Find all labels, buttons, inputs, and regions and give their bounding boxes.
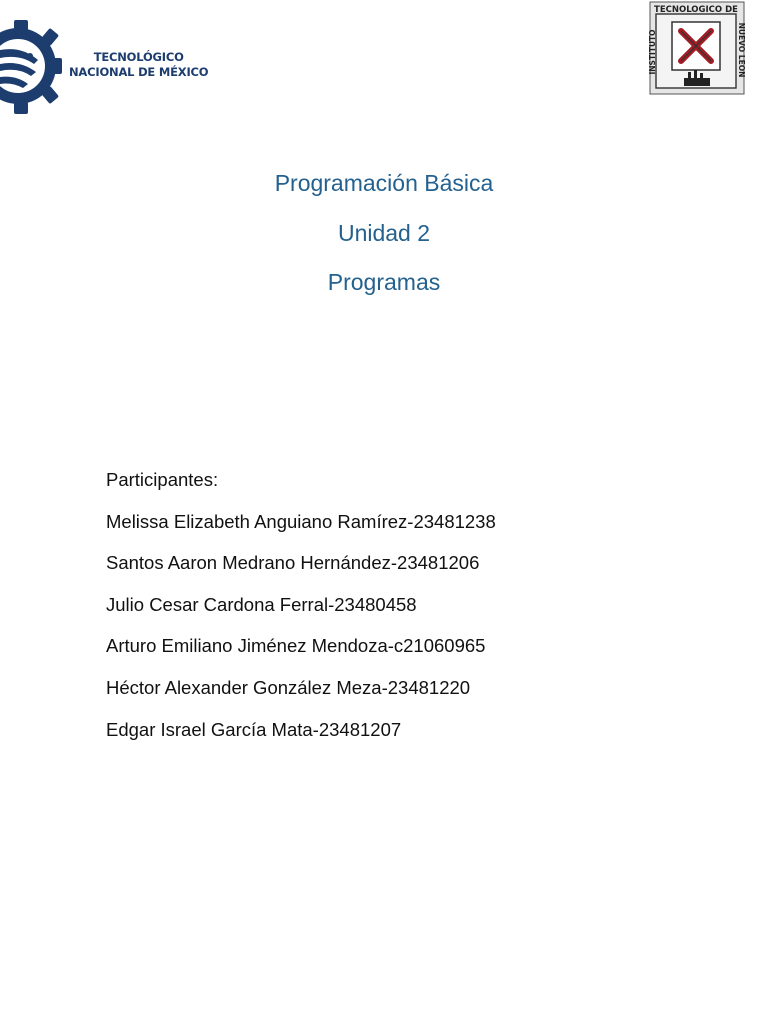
- svg-text:INSTITUTO: INSTITUTO: [648, 29, 657, 75]
- unit-title: Unidad 2: [337, 219, 431, 246]
- participants-label: Participantes:: [106, 469, 219, 490]
- tecnm-logo: [0, 20, 215, 120]
- participant-item: Arturo Emiliano Jiménez Mendoza-c21060965: [106, 635, 486, 657]
- tecnm-emblem-icon: [0, 20, 64, 115]
- course-title: Programación Básica: [274, 170, 494, 196]
- participant-item: Edgar Israel García Mata-23481207: [106, 718, 402, 740]
- participant-item: Héctor Alexander González Meza-23481220: [106, 676, 471, 698]
- participants-section: [106, 466, 496, 757]
- tecnm-wordmark-line1: TECNOLÓGICO: [93, 50, 184, 64]
- tecnm-wordmark: [69, 50, 208, 80]
- itnl-seal-icon: [648, 0, 748, 96]
- participant-item: Santos Aaron Medrano Hernández-23481206: [106, 552, 480, 574]
- svg-text:TECNOLOGICO DE: TECNOLOGICO DE: [654, 5, 738, 15]
- svg-text:NUEVO LEON: NUEVO LEON: [737, 22, 746, 78]
- itnl-seal: [648, 0, 748, 96]
- document-titles: [0, 166, 768, 315]
- topic-title: Programas: [327, 269, 441, 295]
- participant-item: Melissa Elizabeth Anguiano Ramírez-23481238: [106, 510, 496, 532]
- participant-item: Julio Cesar Cardona Ferral-23480458: [106, 593, 417, 615]
- tecnm-wordmark-line2: NACIONAL DE MÉXICO: [69, 65, 209, 79]
